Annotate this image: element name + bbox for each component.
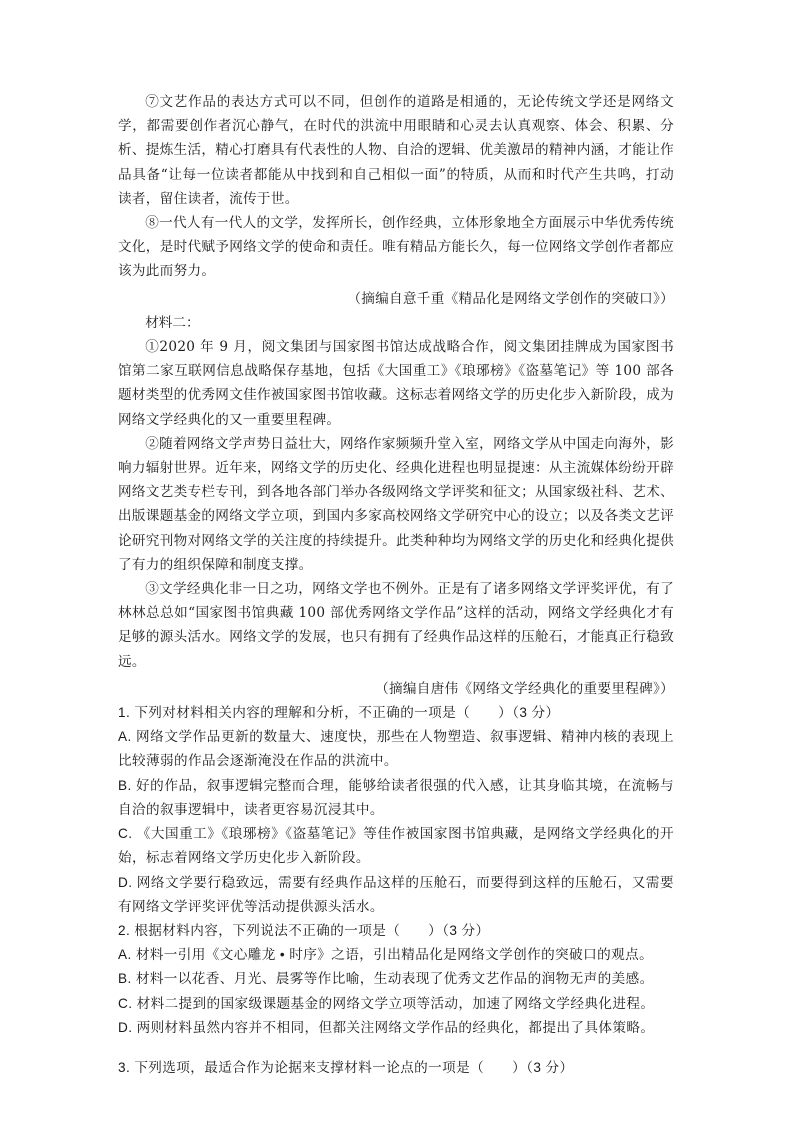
question-3-stem: 3. 下列选项，最适合作为论据来支撑材料一论点的一项是（ ）（3 分） (118, 1059, 574, 1075)
question-2-option-d: D. 两则材料虽然内容并不相同，但都关注网络文学作品的经典化，都提出了具体策略。 (118, 1019, 655, 1035)
question-1-option-c: C. 《大国重工》《琅琊榜》《盗墓笔记》等佳作被国家图书馆典藏，是网络文学经典化的开始，标志着网络文学历史化步入新阶段。 (118, 826, 674, 866)
question-2-option-b: B. 材料一以花香、月光、晨雾等作比喻，生动表现了优秀文艺作品的润物无声的美感。 (118, 971, 654, 987)
paragraph-7: ⑦文艺作品的表达方式可以不同，但创作的道路是相通的，无论传统文学还是网络文学，都需要创作者沉心静气，在时代的洪流中用眼睛和心灵去认真观察、体会、积累、分析、提炼生活，精心打磨具有代表性的人物、自洽的逻辑、优美激昂的精神内涵，才能让作品具备“让每一位读者都能从中找到和自己相似一面”的特质，从而和时代产生共鸣，打动读者，留住读者，流传于世。 (118, 94, 674, 207)
exam-page (118, 90, 674, 1080)
question-2-stem: 2. 根据材料内容，下列说法不正确的一项是（ ）（3 分） (118, 922, 490, 938)
question-2-option-c: C. 材料二提到的国家级课题基金的网络文学立项等活动，加速了网络文学经典化进程。 (118, 995, 655, 1011)
material2-source: （摘编自唐伟《网络文学经典化的重要里程碑》） (375, 680, 674, 697)
spacer (118, 1040, 674, 1056)
paragraph-8: ⑧一代人有一代人的文学，发挥所长，创作经典，立体形象地全方面展示中华优秀传统文化，是时代赋予网络文学的使命和责任。唯有精品方能长久，每一位网络文学创作者都应该为此而努力。 (118, 215, 674, 280)
question-1-option-d: D. 网络文学要行稳致远，需要有经典作品这样的压舱石，而要得到这样的压舱石，又需要有网络文学评奖评优等活动提供源头活水。 (118, 874, 674, 914)
material2-paragraph-2: ②随着网络文学声势日益壮大，网络作家频频升堂入室，网络文学从中国走向海外，影响力辐射世界。近年来，网络文学的历史化、经典化进程也明显提速：从主流媒体纷纷开辟网络文艺类专栏专刊，到各地各部门举办各级网络文学评奖和征文；从国家级社科、艺术、出版课题基金的网络文学立项，到国内多家高校网络文学研究中心的设立；以及各类文艺评论研究刊物对网络文学的关注度的持续提升。此类种种均为网络文学的历史化和经典化提供了有力的组织保障和制度支撑。 (118, 435, 674, 573)
question-1-option-a: A. 网络文学作品更新的数量大、速度快，那些在人物塑造、叙事逻辑、精神内核的表现上比较薄弱的作品会逐渐淹没在作品的洪流中。 (118, 729, 674, 769)
material2-paragraph-3: ③文学经典化非一日之功，网络文学也不例外。正是有了诸多网络文学评奖评优，有了林林总总如“国家图书馆典藏 100 部优秀网络文学作品”这样的活动，网络文学经典化才有足够的源头活水。网络文学的发展，也只有拥有了经典作品这样的压舱石，才能真正行稳致远。 (118, 581, 674, 670)
question-1-option-b: B. 好的作品，叙事逻辑完整而合理，能够给读者很强的代入感，让其身临其境，在流畅与自洽的叙事逻辑中，读者更容易沉浸其中。 (118, 777, 674, 817)
material1-source: （摘编自意千重《精品化是网络文学创作的突破口》） (347, 290, 674, 307)
material2-paragraph-1: ①2020 年 9 月，阅文集团与国家图书馆达成战略合作，阅文集团挂牌成为国家图书馆第二家互联网信息战略保存基地，包括《大国重工》《琅琊榜》《盗墓笔记》等 100 部各题材类型的优秀网文佳作被国家图书馆收藏。这标志着网络文学的历史化步入新阶段，成为网络文学经典化的又一重要里程碑。 (118, 339, 674, 428)
material2-label: 材料二： (145, 314, 200, 331)
question-2-option-a: A. 材料一引用《文心雕龙 • 时序》之语，引出精品化是网络文学创作的突破口的观点。 (118, 947, 654, 963)
question-1-stem: 1. 下列对材料相关内容的理解和分析，不正确的一项是（ ）（3 分） (118, 705, 560, 721)
